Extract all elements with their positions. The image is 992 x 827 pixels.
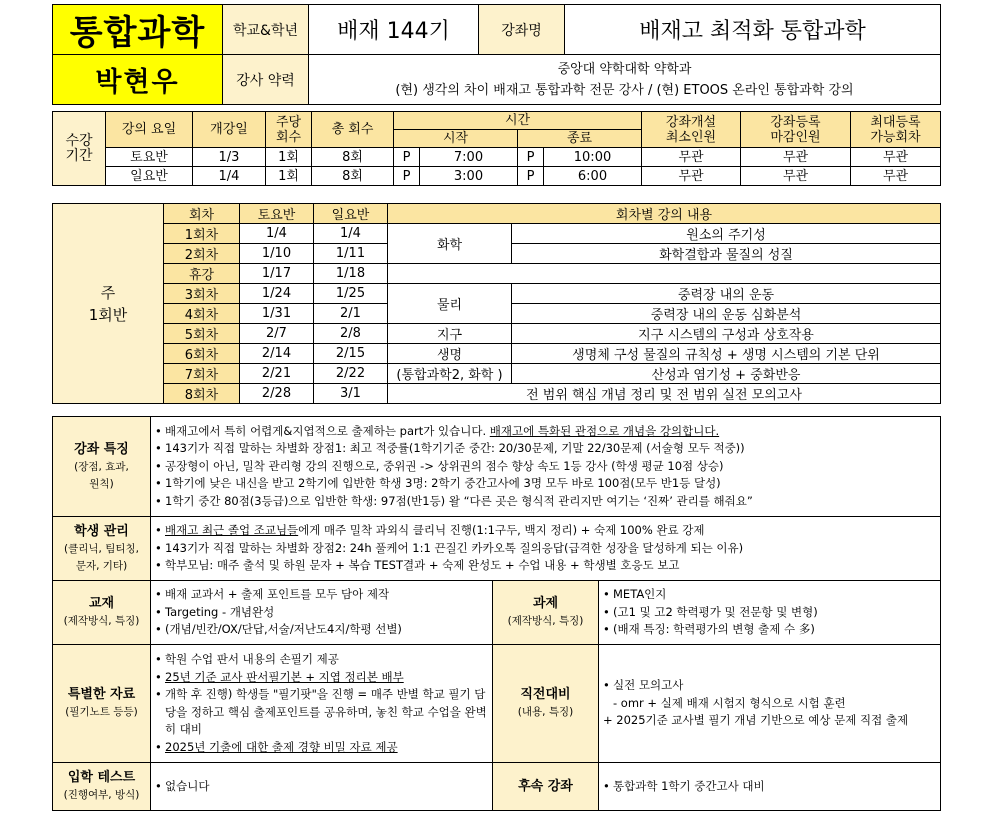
textbook-content (151, 581, 493, 645)
cell-total: 8회 (312, 167, 394, 186)
list-item: • 없습니다 (155, 778, 488, 796)
course-label: 강좌명 (479, 5, 565, 55)
table-row (53, 148, 941, 167)
content-2: 화학결합과 물질의 성질 (512, 244, 941, 264)
cell-max: 무관 (851, 167, 941, 186)
cell-sun: 2/8 (314, 324, 388, 344)
cell-session: 7회차 (164, 364, 240, 384)
cell-min: 무관 (642, 148, 741, 167)
followup-label: 후속 강좌 (493, 763, 599, 811)
list-item: • 1학기에 낮은 내신을 받고 2학기에 입반한 학생 3명: 2학기 중간고사에 3명 모두 바로 100점(모두 반1등 달성) (155, 475, 936, 493)
cell-session: 6회차 (164, 344, 240, 364)
cell-start-ampm: P (394, 167, 420, 186)
cell-session: 4회차 (164, 304, 240, 324)
subject-bio: 생명 (388, 344, 512, 364)
school-label: 학교&학년 (223, 5, 309, 55)
cell-sat: 1/17 (240, 264, 314, 284)
col-deadline: 강좌등록 마감인원 (741, 112, 851, 148)
list-item: • 25년 기준 교사 판서필기본 + 지엽 정리본 배부 (155, 669, 488, 687)
header-table (52, 4, 941, 105)
list-item: • 배재고 최근 졸업 조교님들에게 매주 밀착 과외식 클리닉 진행(1:1구두, 백지 정리) + 숙제 100% 완료 강제 (155, 522, 936, 540)
cell-session: 5회차 (164, 324, 240, 344)
profile-line-1: 중앙대 약학대학 약학과 (557, 61, 692, 77)
cell-session: 3회차 (164, 284, 240, 304)
course-value: 배재고 최적화 통합과학 (565, 5, 941, 55)
col-day: 강의 요일 (106, 112, 193, 148)
special-label: 특별한 자료 (필기노트 등등) (53, 645, 151, 763)
course-title: 통합과학 (53, 5, 223, 55)
table-row (53, 284, 941, 304)
list-item: • 통합과학 1학기 중간고사 대비 (603, 778, 936, 796)
homework-content (599, 581, 941, 645)
content-7: 산성과 염기성 + 중화반응 (512, 364, 941, 384)
cell-session: 휴강 (164, 264, 240, 284)
cell-start: 1/3 (193, 148, 266, 167)
special-content (151, 645, 493, 763)
list-subitem: - omr + 실제 배재 시험지 형식으로 시험 훈련 (613, 695, 846, 710)
teacher-profile (309, 55, 941, 105)
cell-sat: 1/24 (240, 284, 314, 304)
col-total: 총 회수 (312, 112, 394, 148)
textbook-label: 교재 (제작방식, 특징) (53, 581, 151, 645)
list-item: • 실전 모의고사 (603, 677, 936, 695)
col-session: 회차 (164, 204, 240, 224)
weekly-label: 주 1회반 (53, 204, 164, 404)
school-value: 배재 144기 (309, 5, 479, 55)
list-item: • 143기가 직접 말하는 차별화 장점1: 최고 적중률(1학기기준 중간: 20/30문제, 기말 22/30문제 (서술형 모두 적중)) (155, 440, 936, 458)
final-label: 직전대비 (내용, 특징) (493, 645, 599, 763)
cell-sat: 2/28 (240, 384, 314, 404)
cell-max: 무관 (851, 148, 941, 167)
list-item: • (고1 및 고2 학력평가 및 전문항 및 변형) (603, 604, 936, 622)
cell-deadline: 무관 (741, 167, 851, 186)
cell-min: 무관 (642, 167, 741, 186)
subject-integ: (통합과학2, 화학 ) (388, 364, 512, 384)
cell-day: 토요반 (106, 148, 193, 167)
cell-start: 1/4 (193, 167, 266, 186)
content-3: 중력장 내의 운동 (512, 284, 941, 304)
table-row (53, 384, 941, 404)
table-row (53, 264, 941, 284)
cell-deadline: 무관 (741, 148, 851, 167)
col-start-date: 개강일 (193, 112, 266, 148)
list-item: • 2025년 기출에 대한 출제 경향 비밀 자료 제공 (155, 739, 488, 757)
cell-sun: 1/18 (314, 264, 388, 284)
manage-content (151, 517, 941, 581)
cell-sun: 1/4 (314, 224, 388, 244)
table-row (53, 324, 941, 344)
content-break (388, 264, 941, 284)
cell-weekly: 1회 (266, 148, 312, 167)
table-row (53, 224, 941, 244)
cell-session: 2회차 (164, 244, 240, 264)
list-item: • 배재고에서 특히 어렵게&지엽적으로 출제하는 part가 있습니다. 배재고에 특화된 관점으로 개념을 강의합니다. (155, 423, 936, 441)
col-sat: 토요반 (240, 204, 314, 224)
col-weekly: 주당 회수 (266, 112, 312, 148)
subject-phys: 물리 (388, 284, 512, 324)
col-time-end: 종료 (518, 130, 642, 148)
cell-end-ampm: P (518, 148, 544, 167)
cell-sun: 2/15 (314, 344, 388, 364)
cell-sat: 1/10 (240, 244, 314, 264)
cell-end-time: 10:00 (544, 148, 642, 167)
cell-sun: 1/25 (314, 284, 388, 304)
col-min: 강좌개설 최소인원 (642, 112, 741, 148)
col-content: 회차별 강의 내용 (388, 204, 941, 224)
content-1: 원소의 주기성 (512, 224, 941, 244)
content-6: 생명체 구성 물질의 규칙성 + 생명 시스템의 기본 단위 (512, 344, 941, 364)
col-time-start: 시작 (394, 130, 518, 148)
cell-start-ampm: P (394, 148, 420, 167)
list-item: • 개학 후 진행) 학생들 "필기팟"을 진행 = 매주 반별 학교 필기 담당을 정하고 핵심 출제포인트를 공유하며, 놓친 학교 수업을 완벽히 대비 (155, 686, 488, 739)
cell-sat: 2/7 (240, 324, 314, 344)
cell-sun: 2/22 (314, 364, 388, 384)
manage-label: 학생 관리 (클리닉, 팀티칭, 문자, 기타) (53, 517, 151, 581)
entrance-label: 입학 테스트 (진행여부, 방식) (53, 763, 151, 811)
table-row (53, 364, 941, 384)
period-label: 수강 기간 (53, 112, 106, 186)
entrance-content (151, 763, 493, 811)
cell-end-ampm: P (518, 167, 544, 186)
cell-start-time: 7:00 (420, 148, 518, 167)
list-item: • 배재 교과서 + 출제 포인트를 모두 담아 제작 (155, 586, 488, 604)
details-table (52, 416, 941, 811)
feature-content (151, 417, 941, 517)
content-5: 지구 시스템의 구성과 상호작용 (512, 324, 941, 344)
list-item: • 학원 수업 판서 내용의 손필기 제공 (155, 651, 488, 669)
list-item: • 학부모님: 매주 출석 및 하원 문자 + 복습 TEST결과 + 숙제 완성도 + 수업 내용 + 학생별 호응도 보고 (155, 557, 936, 575)
table-row (53, 167, 941, 186)
feature-label: 강좌 특징 (장점, 효과, 원칙) (53, 417, 151, 517)
table-row (53, 344, 941, 364)
profile-line-2: (현) 생각의 차이 배재고 통합과학 전문 강사 / (현) ETOOS 온라인 통합과학 강의 (395, 82, 854, 98)
list-item: • META인지 (603, 586, 936, 604)
profile-label: 강사 약력 (223, 55, 309, 105)
cell-sun: 3/1 (314, 384, 388, 404)
cell-total: 8회 (312, 148, 394, 167)
list-item: • (배재 특징: 학력평가의 변형 출제 수 多) (603, 621, 936, 639)
cell-day: 일요반 (106, 167, 193, 186)
cell-sat: 1/4 (240, 224, 314, 244)
list-item: • 공장형이 아닌, 밀착 관리형 강의 진행으로, 중위권 -> 상위권의 점수 향상 속도 1등 강사 (학생 평균 10점 상승) (155, 458, 936, 476)
subject-chem: 화학 (388, 224, 512, 264)
content-4: 중력장 내의 운동 심화분석 (512, 304, 941, 324)
final-content (599, 645, 941, 763)
cell-sun: 1/11 (314, 244, 388, 264)
homework-label: 과제 (제작방식, 특징) (493, 581, 599, 645)
followup-content (599, 763, 941, 811)
list-item: • Targeting - 개념완성 (155, 604, 488, 622)
cell-session: 8회차 (164, 384, 240, 404)
subject-earth: 지구 (388, 324, 512, 344)
cell-sat: 2/14 (240, 344, 314, 364)
col-sun: 일요반 (314, 204, 388, 224)
cell-weekly: 1회 (266, 167, 312, 186)
col-time: 시간 (394, 112, 642, 130)
schedule-table (52, 111, 941, 186)
list-subitem: + 2025기준 교사별 필기 개념 기반으로 예상 문제 직접 출제 (603, 713, 909, 728)
cell-start-time: 3:00 (420, 167, 518, 186)
cell-sun: 2/1 (314, 304, 388, 324)
cell-end-time: 6:00 (544, 167, 642, 186)
list-item: • 1학기 중간 80점(3등급)으로 입반한 학생: 97점(반1등) 왈 “다른 곳은 형식적 관리지만 여기는 ‘진짜’ 관리를 해줘요” (155, 493, 936, 511)
col-max: 최대등록 가능회차 (851, 112, 941, 148)
list-item: • 143기가 직접 말하는 차별화 장점2: 24h 풀케어 1:1 끈질긴 카카오톡 질의응답(급격한 성장을 달성하게 되는 이유) (155, 540, 936, 558)
cell-sat: 2/21 (240, 364, 314, 384)
cell-sat: 1/31 (240, 304, 314, 324)
content-8: 전 범위 핵심 개념 정리 및 전 범위 실전 모의고사 (388, 384, 941, 404)
cell-session: 1회차 (164, 224, 240, 244)
list-item: • (개념/빈칸/OX/단답,서술/저난도4지/학평 선별) (155, 621, 488, 639)
teacher-name: 박현우 (53, 55, 223, 105)
weekly-table (52, 203, 941, 404)
